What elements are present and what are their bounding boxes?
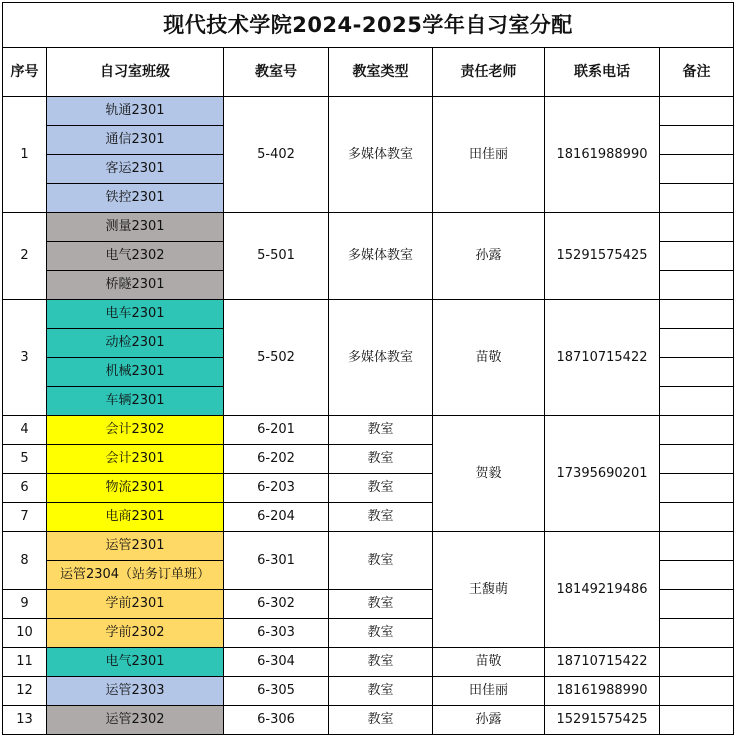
- remarks-cell[interactable]: [660, 213, 734, 242]
- class-cell[interactable]: 铁控2301: [47, 184, 224, 213]
- table-row: [3, 648, 734, 677]
- class-cell[interactable]: 车辆2301: [47, 387, 224, 416]
- remarks-cell[interactable]: [660, 416, 734, 445]
- room-number[interactable]: 5-501: [224, 213, 329, 300]
- class-cell[interactable]: 机械2301: [47, 358, 224, 387]
- class-cell[interactable]: 电车2301: [47, 300, 224, 329]
- class-cell[interactable]: 客运2301: [47, 155, 224, 184]
- remarks-cell[interactable]: [660, 503, 734, 532]
- teacher-phone[interactable]: 15291575425: [545, 213, 660, 300]
- class-cell[interactable]: 学前2301: [47, 590, 224, 619]
- room-number[interactable]: 6-201: [224, 416, 329, 445]
- remarks-cell[interactable]: [660, 445, 734, 474]
- header-room[interactable]: 教室号: [224, 48, 329, 97]
- class-cell[interactable]: 动检2301: [47, 329, 224, 358]
- room-type[interactable]: 多媒体教室: [329, 213, 433, 300]
- room-number[interactable]: 6-204: [224, 503, 329, 532]
- class-cell[interactable]: 电商2301: [47, 503, 224, 532]
- room-type[interactable]: 教室: [329, 706, 433, 735]
- row-number[interactable]: 3: [3, 300, 47, 416]
- teacher-name[interactable]: 王馥萌: [433, 532, 545, 648]
- teacher-name[interactable]: 孙露: [433, 213, 545, 300]
- row-number[interactable]: 10: [3, 619, 47, 648]
- room-number[interactable]: 6-301: [224, 532, 329, 590]
- room-number[interactable]: 6-303: [224, 619, 329, 648]
- class-cell[interactable]: 通信2301: [47, 126, 224, 155]
- remarks-cell[interactable]: [660, 387, 734, 416]
- sheet-title[interactable]: 现代技术学院2024-2025学年自习室分配: [3, 3, 734, 48]
- table-row: [3, 532, 734, 561]
- room-number[interactable]: 6-304: [224, 648, 329, 677]
- teacher-name[interactable]: 田佳丽: [433, 677, 545, 706]
- class-cell[interactable]: 电气2302: [47, 242, 224, 271]
- teacher-name[interactable]: 苗敬: [433, 648, 545, 677]
- remarks-cell[interactable]: [660, 126, 734, 155]
- room-number[interactable]: 6-202: [224, 445, 329, 474]
- remarks-cell[interactable]: [660, 648, 734, 677]
- room-type[interactable]: 多媒体教室: [329, 97, 433, 213]
- header-phone[interactable]: 联系电话: [545, 48, 660, 97]
- teacher-name[interactable]: 苗敬: [433, 300, 545, 416]
- row-number[interactable]: 5: [3, 445, 47, 474]
- teacher-name[interactable]: 孙露: [433, 706, 545, 735]
- room-number[interactable]: 6-302: [224, 590, 329, 619]
- class-cell[interactable]: 运管2301: [47, 532, 224, 561]
- room-number[interactable]: 6-306: [224, 706, 329, 735]
- row-number[interactable]: 1: [3, 97, 47, 213]
- remarks-cell[interactable]: [660, 300, 734, 329]
- room-type[interactable]: 教室: [329, 503, 433, 532]
- row-number[interactable]: 9: [3, 590, 47, 619]
- header-class[interactable]: 自习室班级: [47, 48, 224, 97]
- room-type[interactable]: 多媒体教室: [329, 300, 433, 416]
- class-cell[interactable]: 会计2301: [47, 445, 224, 474]
- remarks-cell[interactable]: [660, 242, 734, 271]
- remarks-cell[interactable]: [660, 706, 734, 735]
- remarks-cell[interactable]: [660, 619, 734, 648]
- room-type[interactable]: 教室: [329, 416, 433, 445]
- table-row: [3, 213, 734, 242]
- row-number[interactable]: 12: [3, 677, 47, 706]
- header-room-type[interactable]: 教室类型: [329, 48, 433, 97]
- class-cell[interactable]: 物流2301: [47, 474, 224, 503]
- class-cell[interactable]: 测量2301: [47, 213, 224, 242]
- remarks-cell[interactable]: [660, 590, 734, 619]
- room-type[interactable]: 教室: [329, 532, 433, 590]
- spreadsheet-area: [2, 2, 734, 735]
- room-type[interactable]: 教室: [329, 619, 433, 648]
- header-no[interactable]: 序号: [3, 48, 47, 97]
- room-type[interactable]: 教室: [329, 648, 433, 677]
- table-row: [3, 300, 734, 329]
- table-body: [3, 3, 734, 735]
- class-cell[interactable]: 运管2303: [47, 677, 224, 706]
- teacher-phone[interactable]: 15291575425: [545, 706, 660, 735]
- room-type[interactable]: 教室: [329, 474, 433, 503]
- remarks-cell[interactable]: [660, 677, 734, 706]
- class-cell[interactable]: 运管2302: [47, 706, 224, 735]
- room-assignment-table: [2, 2, 734, 735]
- remarks-cell[interactable]: [660, 561, 734, 590]
- remarks-cell[interactable]: [660, 474, 734, 503]
- remarks-cell[interactable]: [660, 532, 734, 561]
- teacher-phone[interactable]: 18161988990: [545, 677, 660, 706]
- class-cell[interactable]: 会计2302: [47, 416, 224, 445]
- teacher-name[interactable]: 贺毅: [433, 416, 545, 532]
- class-cell[interactable]: 运管2304（站务订单班）: [47, 561, 224, 590]
- class-cell[interactable]: 桥隧2301: [47, 271, 224, 300]
- class-cell[interactable]: 电气2301: [47, 648, 224, 677]
- table-row: [3, 706, 734, 735]
- teacher-name[interactable]: 田佳丽: [433, 97, 545, 213]
- teacher-phone[interactable]: 18710715422: [545, 648, 660, 677]
- remarks-cell[interactable]: [660, 155, 734, 184]
- header-remarks[interactable]: 备注: [660, 48, 734, 97]
- row-number[interactable]: 2: [3, 213, 47, 300]
- room-type[interactable]: 教室: [329, 677, 433, 706]
- class-cell[interactable]: 轨通2301: [47, 97, 224, 126]
- table-row: [3, 677, 734, 706]
- room-type[interactable]: 教室: [329, 445, 433, 474]
- header-teacher[interactable]: 责任老师: [433, 48, 545, 97]
- teacher-phone[interactable]: 17395690201: [545, 416, 660, 532]
- remarks-cell[interactable]: [660, 358, 734, 387]
- remarks-cell[interactable]: [660, 184, 734, 213]
- row-number[interactable]: 11: [3, 648, 47, 677]
- row-number[interactable]: 6: [3, 474, 47, 503]
- row-number[interactable]: 7: [3, 503, 47, 532]
- table-row: [3, 416, 734, 445]
- room-number[interactable]: 6-203: [224, 474, 329, 503]
- row-number[interactable]: 4: [3, 416, 47, 445]
- teacher-phone[interactable]: 18710715422: [545, 300, 660, 416]
- class-cell[interactable]: 学前2302: [47, 619, 224, 648]
- room-type[interactable]: 教室: [329, 590, 433, 619]
- room-number[interactable]: 6-305: [224, 677, 329, 706]
- room-number[interactable]: 5-402: [224, 97, 329, 213]
- room-number[interactable]: 5-502: [224, 300, 329, 416]
- remarks-cell[interactable]: [660, 329, 734, 358]
- row-number[interactable]: 8: [3, 532, 47, 590]
- header-row: [3, 48, 734, 97]
- teacher-phone[interactable]: 18149219486: [545, 532, 660, 648]
- teacher-phone[interactable]: 18161988990: [545, 97, 660, 213]
- row-number[interactable]: 13: [3, 706, 47, 735]
- remarks-cell[interactable]: [660, 97, 734, 126]
- table-row: [3, 97, 734, 126]
- remarks-cell[interactable]: [660, 271, 734, 300]
